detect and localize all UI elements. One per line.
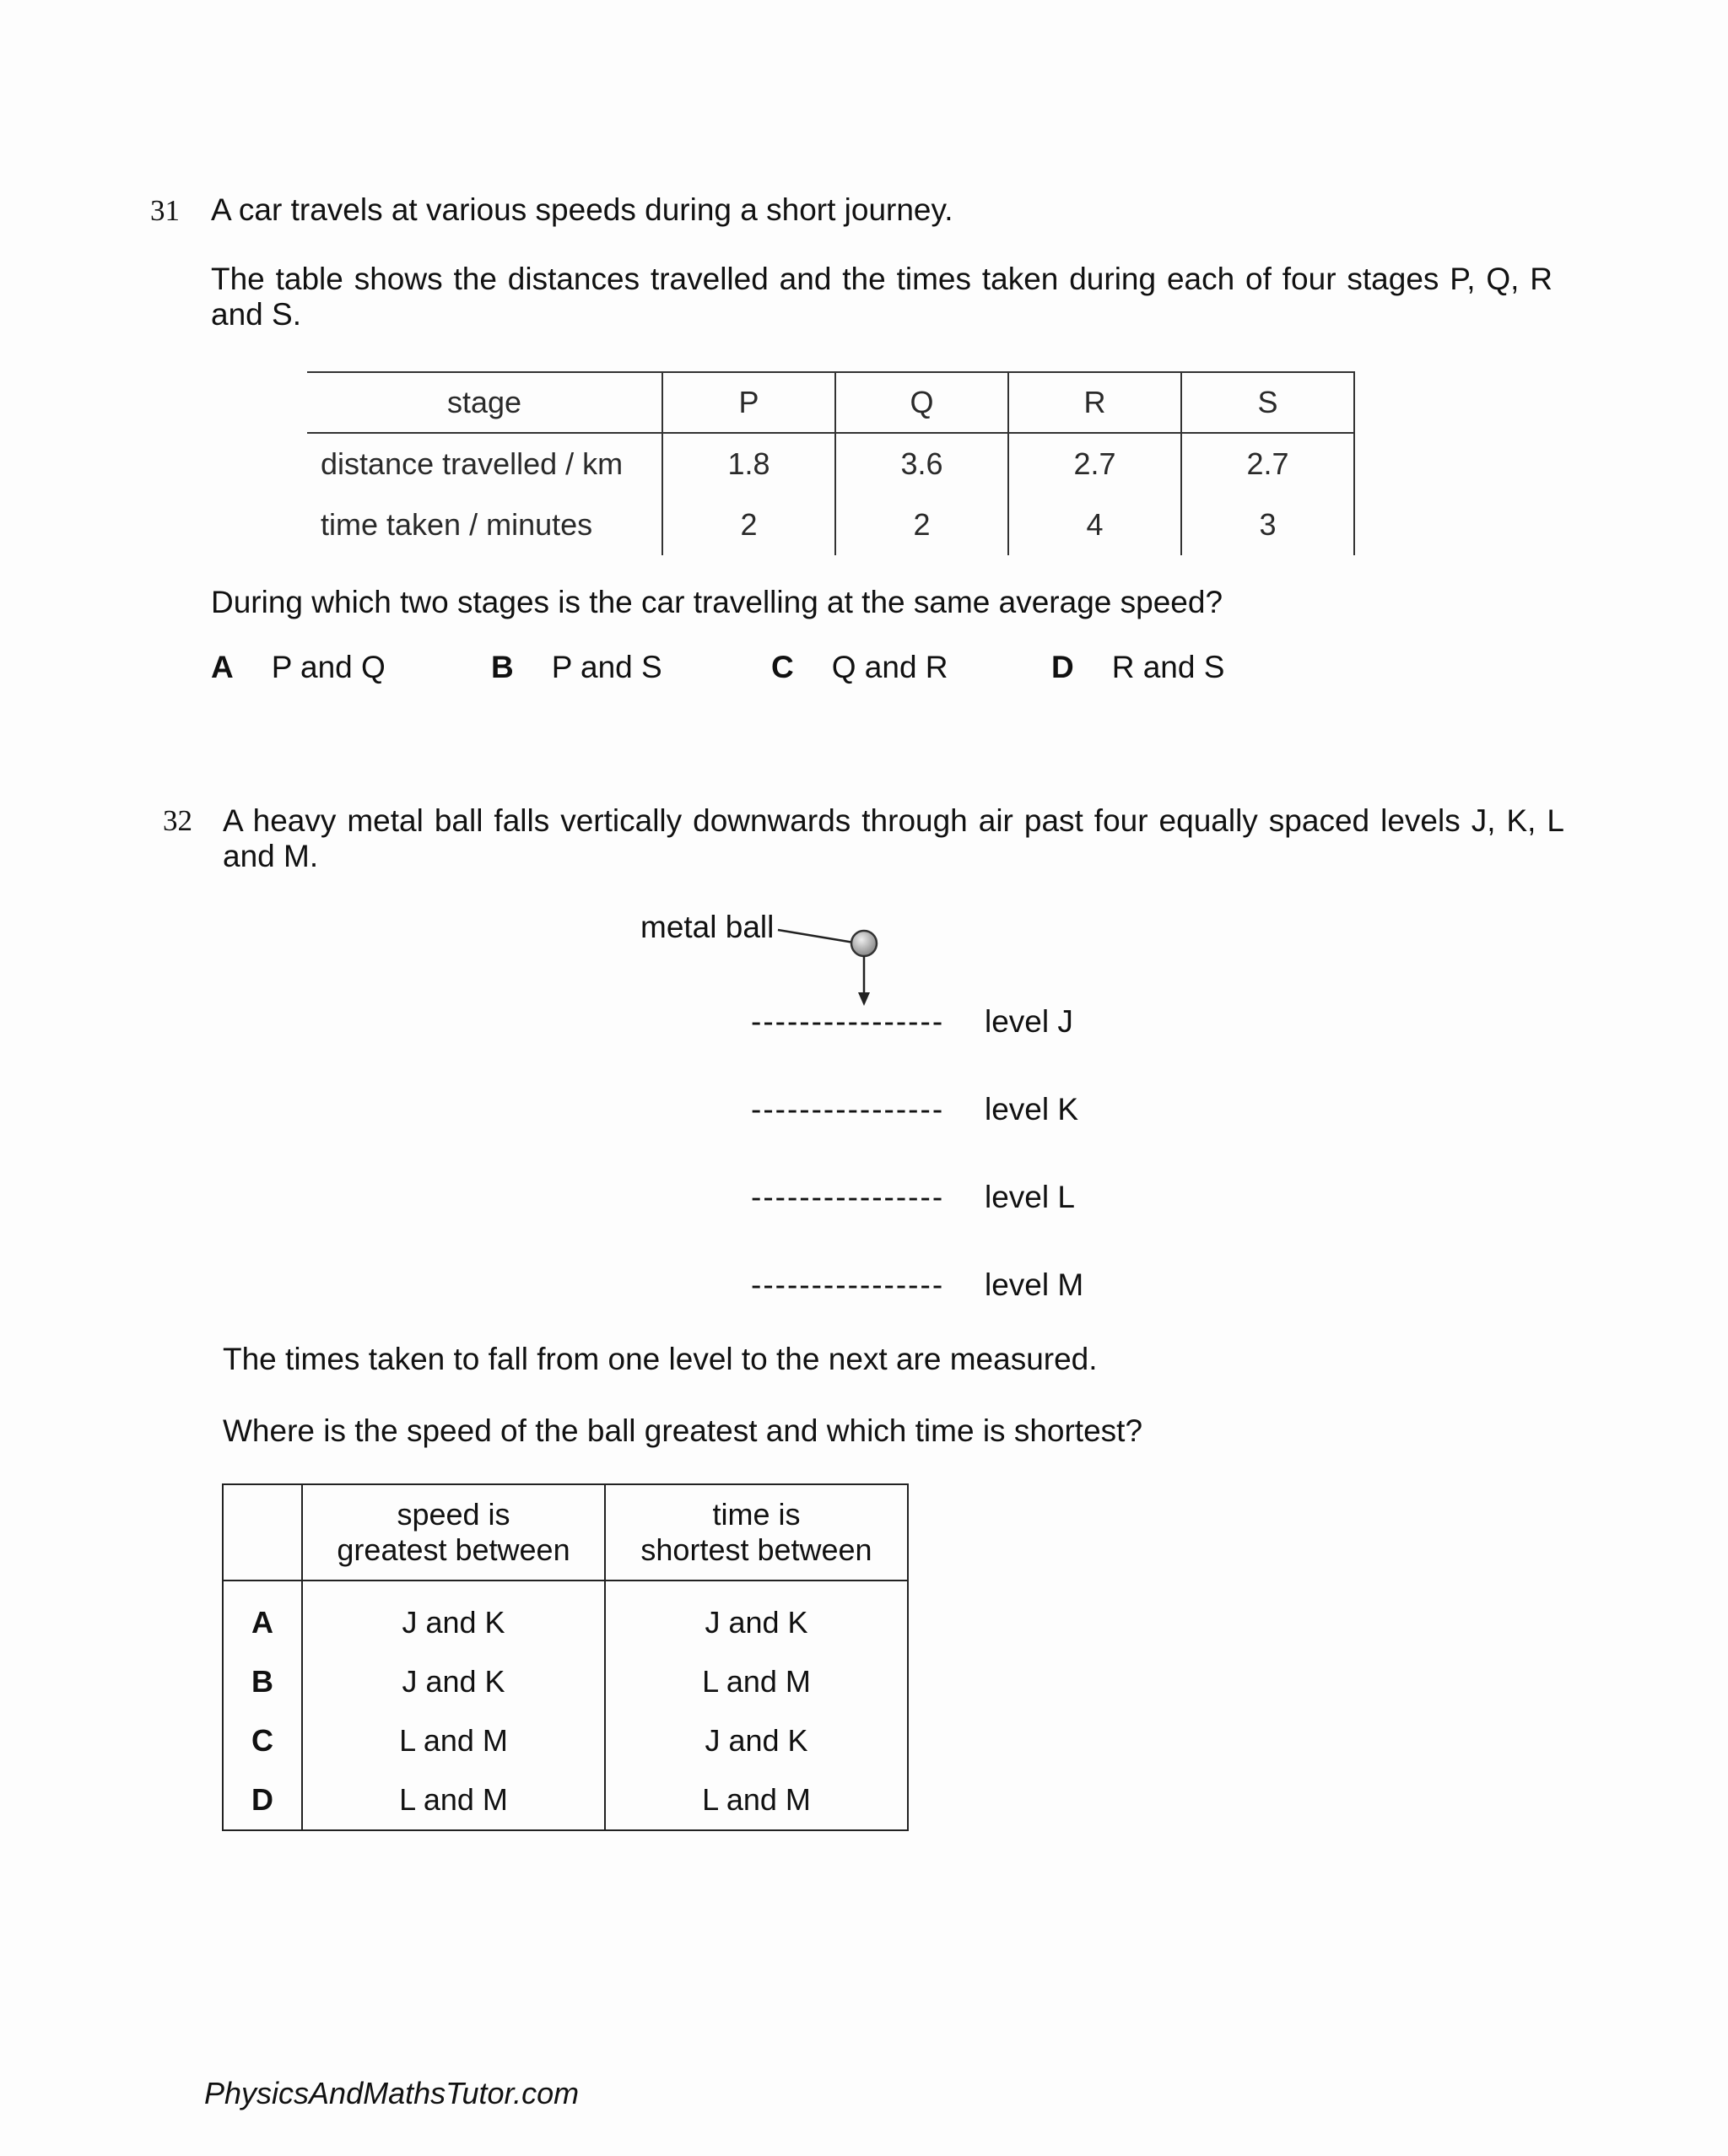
q32-intro: A heavy metal ball falls vertically downwards through air past four equally spaced levels J, K, L and M. xyxy=(223,803,1564,873)
stage-header: stage xyxy=(307,372,662,433)
time-cell: L and M xyxy=(605,1770,908,1830)
option-letter: C xyxy=(771,650,794,684)
time-S: 3 xyxy=(1181,494,1354,555)
time-header-line2: shortest between xyxy=(640,1532,872,1567)
footer-site-name: PhysicsAndMathsTutor.com xyxy=(204,2076,580,2110)
stage-P-header: P xyxy=(662,372,835,433)
option-row-A[interactable] xyxy=(223,1581,908,1652)
question-number-32: 32 xyxy=(163,804,192,837)
q31-table-description: The table shows the distances travelled and the times taken during each of four stages P, Q, R and S. xyxy=(211,262,1552,332)
level-L-label: level L xyxy=(985,1180,1075,1214)
distance-row-label: distance travelled / km xyxy=(321,446,624,481)
q31-intro: A car travels at various speeds during a short journey. xyxy=(211,192,953,227)
level-M-label: level M xyxy=(985,1267,1084,1302)
option-letter: D xyxy=(223,1770,302,1830)
option-row-B[interactable] xyxy=(223,1652,908,1711)
option-letter: C xyxy=(223,1711,302,1770)
time-header-line1: time is xyxy=(712,1497,801,1532)
time-P: 2 xyxy=(662,494,835,555)
q31-option-C[interactable] xyxy=(771,650,948,685)
speed-cell: J and K xyxy=(302,1581,605,1652)
q31-option-D[interactable] xyxy=(1051,650,1224,685)
option-text: P and S xyxy=(551,650,662,684)
q31-option-B[interactable] xyxy=(491,650,662,685)
speed-header xyxy=(302,1484,605,1581)
option-letter: D xyxy=(1051,650,1074,684)
option-letter: B xyxy=(491,650,514,684)
level-J-label: level J xyxy=(985,1004,1073,1039)
option-text: P and Q xyxy=(271,650,386,684)
blank-header xyxy=(223,1484,302,1581)
level-K-label: level K xyxy=(985,1092,1079,1127)
option-letter: A xyxy=(223,1581,302,1652)
ball-leader-line xyxy=(778,930,854,943)
option-text: Q and R xyxy=(831,650,948,684)
option-text: R and S xyxy=(1111,650,1225,684)
option-row-C[interactable] xyxy=(223,1711,908,1770)
q32-statement: The times taken to fall from one level to the next are measured. xyxy=(223,1342,1098,1376)
question-number-31: 31 xyxy=(150,194,180,227)
q31-option-A[interactable] xyxy=(211,650,386,685)
stage-R-header: R xyxy=(1008,372,1181,433)
metal-ball xyxy=(851,931,877,956)
time-cell: J and K xyxy=(605,1711,908,1770)
stage-Q-header: Q xyxy=(835,372,1008,433)
time-cell: J and K xyxy=(605,1581,908,1652)
q31-stage-table xyxy=(307,371,1355,555)
distance-P: 1.8 xyxy=(662,433,835,494)
option-letter: B xyxy=(223,1652,302,1711)
time-R: 4 xyxy=(1008,494,1181,555)
level-K-line: ---------------- xyxy=(751,1092,945,1127)
level-M-line: ---------------- xyxy=(751,1267,945,1302)
stage-S-header: S xyxy=(1181,372,1354,433)
time-cell: L and M xyxy=(605,1652,908,1711)
q31-question: During which two stages is the car travelling at the same average speed? xyxy=(211,585,1223,619)
distance-R: 2.7 xyxy=(1008,433,1181,494)
speed-cell: L and M xyxy=(302,1711,605,1770)
speed-header-line1: speed is xyxy=(397,1497,510,1532)
level-J-line: ---------------- xyxy=(751,1004,945,1039)
level-L-line: ---------------- xyxy=(751,1180,945,1214)
time-header xyxy=(605,1484,908,1581)
speed-cell: L and M xyxy=(302,1770,605,1830)
distance-S: 2.7 xyxy=(1181,433,1354,494)
speed-header-line2: greatest between xyxy=(337,1532,570,1567)
option-row-D[interactable] xyxy=(223,1770,908,1830)
q32-question: Where is the speed of the ball greatest and which time is shortest? xyxy=(223,1413,1143,1448)
time-Q: 2 xyxy=(835,494,1008,555)
q32-options-table xyxy=(222,1483,909,1831)
metal-ball-label: metal ball xyxy=(640,910,775,944)
distance-Q: 3.6 xyxy=(835,433,1008,494)
time-row-label: time taken / minutes xyxy=(321,507,593,542)
option-letter: A xyxy=(211,650,234,684)
speed-cell: J and K xyxy=(302,1652,605,1711)
